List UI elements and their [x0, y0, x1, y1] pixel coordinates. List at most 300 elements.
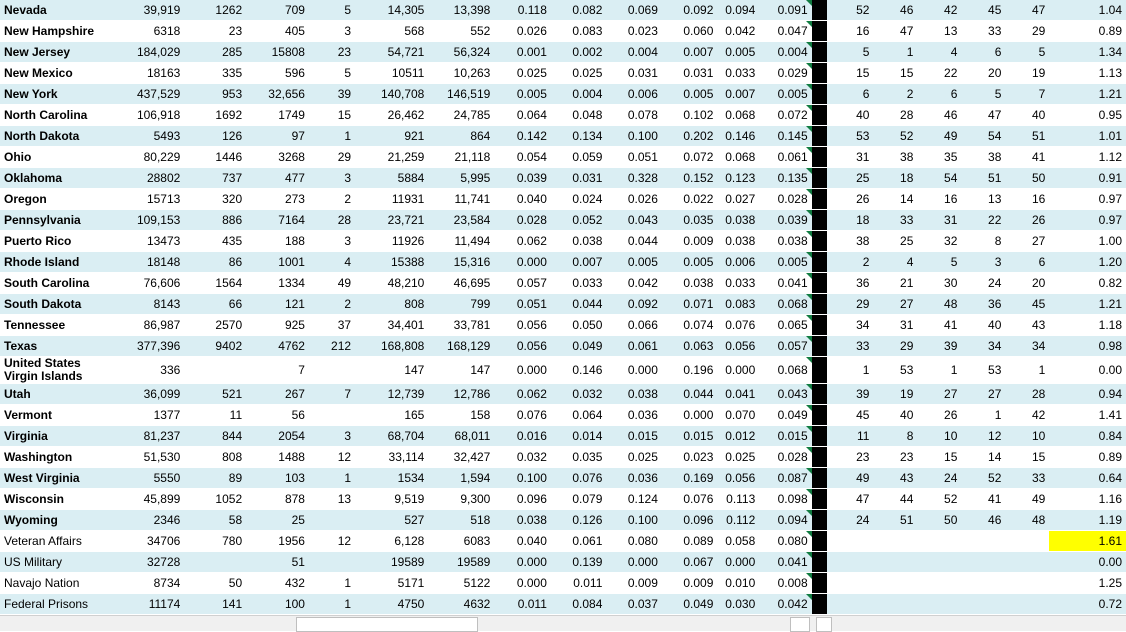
cell-r2[interactable]: 43 — [873, 468, 917, 489]
cell-c3[interactable]: 188 — [246, 231, 309, 252]
cell-c8[interactable]: 0.083 — [551, 21, 607, 42]
cell-c9[interactable]: 0.092 — [606, 294, 662, 315]
cell-c11[interactable]: 0.113 — [717, 489, 759, 510]
cell-r4[interactable]: 22 — [961, 210, 1005, 231]
cell-c2[interactable]: 66 — [184, 294, 246, 315]
cell-c3[interactable]: 3268 — [246, 147, 309, 168]
cell-c9[interactable]: 0.025 — [606, 447, 662, 468]
cell-c6[interactable]: 33,781 — [428, 315, 494, 336]
cell-c5[interactable]: 808 — [355, 294, 428, 315]
cell-r2[interactable]: 53 — [873, 357, 917, 384]
cell-c4[interactable]: 1 — [309, 468, 355, 489]
cell-c1[interactable]: 18148 — [104, 252, 185, 273]
cell-c6[interactable]: 158 — [428, 405, 494, 426]
cell-c2[interactable]: 808 — [184, 447, 246, 468]
cell-c6[interactable]: 10,263 — [428, 63, 494, 84]
cell-c7[interactable]: 0.016 — [494, 426, 551, 447]
cell-c5[interactable]: 23,721 — [355, 210, 428, 231]
cell-c10[interactable]: 0.000 — [662, 405, 718, 426]
table-row[interactable] — [0, 447, 1126, 468]
cell-c6[interactable]: 5122 — [428, 573, 494, 594]
cell-c10[interactable]: 0.038 — [662, 273, 718, 294]
cell-r4[interactable]: 1 — [961, 405, 1005, 426]
row-label[interactable]: New York — [0, 84, 104, 105]
cell-c11[interactable]: 0.056 — [717, 336, 759, 357]
row-label[interactable]: Navajo Nation — [0, 573, 104, 594]
row-label[interactable]: Tennessee — [0, 315, 104, 336]
cell-r4[interactable]: 47 — [961, 105, 1005, 126]
cell-r6[interactable]: 0.97 — [1049, 189, 1126, 210]
cell-c9[interactable]: 0.000 — [606, 552, 662, 573]
cell-c1[interactable]: 5550 — [104, 468, 185, 489]
cell-c6[interactable]: 6083 — [428, 531, 494, 552]
cell-r4[interactable]: 5 — [961, 84, 1005, 105]
cell-c9[interactable]: 0.005 — [606, 252, 662, 273]
cell-r5[interactable] — [1005, 552, 1049, 573]
cell-c8[interactable]: 0.044 — [551, 294, 607, 315]
cell-c6[interactable]: 5,995 — [428, 168, 494, 189]
cell-c6[interactable]: 11,494 — [428, 231, 494, 252]
cell-c6[interactable]: 56,324 — [428, 42, 494, 63]
cell-c2[interactable]: 435 — [184, 231, 246, 252]
row-label[interactable]: South Carolina — [0, 273, 104, 294]
cell-c4[interactable]: 23 — [309, 42, 355, 63]
cell-c7[interactable]: 0.025 — [494, 63, 551, 84]
cell-c6[interactable]: 68,011 — [428, 426, 494, 447]
cell-c5[interactable]: 1534 — [355, 468, 428, 489]
cell-r1[interactable]: 11 — [827, 426, 873, 447]
cell-c7[interactable]: 0.142 — [494, 126, 551, 147]
row-label[interactable]: Oklahoma — [0, 168, 104, 189]
cell-c4[interactable]: 212 — [309, 336, 355, 357]
cell-c8[interactable]: 0.134 — [551, 126, 607, 147]
cell-r6[interactable]: 1.25 — [1049, 573, 1126, 594]
cell-c2[interactable]: 1052 — [184, 489, 246, 510]
cell-r5[interactable] — [1005, 531, 1049, 552]
cell-c5[interactable]: 68,704 — [355, 426, 428, 447]
cell-r5[interactable]: 40 — [1005, 105, 1049, 126]
cell-r4[interactable]: 12 — [961, 426, 1005, 447]
cell-c8[interactable]: 0.032 — [551, 384, 607, 405]
cell-c9[interactable]: 0.036 — [606, 405, 662, 426]
cell-c3[interactable]: 596 — [246, 63, 309, 84]
cell-r6[interactable]: 0.89 — [1049, 21, 1126, 42]
cell-c8[interactable]: 0.146 — [551, 357, 607, 384]
cell-r1[interactable]: 29 — [827, 294, 873, 315]
cell-r4[interactable]: 13 — [961, 189, 1005, 210]
cell-c1[interactable]: 6318 — [104, 21, 185, 42]
cell-r5[interactable]: 19 — [1005, 63, 1049, 84]
cell-c10[interactable]: 0.044 — [662, 384, 718, 405]
cell-r4[interactable]: 33 — [961, 21, 1005, 42]
cell-r3[interactable]: 31 — [917, 210, 961, 231]
cell-c10[interactable]: 0.009 — [662, 573, 718, 594]
cell-r4[interactable]: 52 — [961, 468, 1005, 489]
cell-c5[interactable]: 11931 — [355, 189, 428, 210]
cell-r6[interactable]: 0.64 — [1049, 468, 1126, 489]
cell-c4[interactable]: 13 — [309, 489, 355, 510]
cell-r2[interactable] — [873, 594, 917, 615]
cell-c11[interactable]: 0.058 — [717, 531, 759, 552]
cell-r5[interactable]: 41 — [1005, 147, 1049, 168]
cell-r5[interactable]: 34 — [1005, 336, 1049, 357]
cell-c4[interactable]: 49 — [309, 273, 355, 294]
cell-r1[interactable]: 36 — [827, 273, 873, 294]
cell-r4[interactable]: 24 — [961, 273, 1005, 294]
cell-r1[interactable]: 5 — [827, 42, 873, 63]
cell-c8[interactable]: 0.084 — [551, 594, 607, 615]
cell-c5[interactable]: 15388 — [355, 252, 428, 273]
cell-r3[interactable]: 48 — [917, 294, 961, 315]
cell-c3[interactable]: 878 — [246, 489, 309, 510]
row-label[interactable]: Rhode Island — [0, 252, 104, 273]
cell-r3[interactable]: 4 — [917, 42, 961, 63]
cell-r1[interactable]: 1 — [827, 357, 873, 384]
cell-c8[interactable]: 0.139 — [551, 552, 607, 573]
cell-c7[interactable]: 0.000 — [494, 573, 551, 594]
cell-r1[interactable]: 39 — [827, 384, 873, 405]
cell-c3[interactable]: 1956 — [246, 531, 309, 552]
table-row[interactable] — [0, 189, 1126, 210]
cell-c10[interactable]: 0.005 — [662, 84, 718, 105]
cell-c10[interactable]: 0.049 — [662, 594, 718, 615]
cell-c2[interactable]: 23 — [184, 21, 246, 42]
cell-c2[interactable]: 2570 — [184, 315, 246, 336]
scrollbar-thumb-tertiary[interactable] — [816, 617, 832, 632]
cell-c4[interactable]: 28 — [309, 210, 355, 231]
cell-c9[interactable]: 0.100 — [606, 126, 662, 147]
cell-c7[interactable]: 0.000 — [494, 252, 551, 273]
cell-c1[interactable]: 80,229 — [104, 147, 185, 168]
table-row[interactable] — [0, 489, 1126, 510]
cell-c11[interactable]: 0.000 — [717, 552, 759, 573]
cell-c3[interactable]: 32,656 — [246, 84, 309, 105]
cell-c6[interactable]: 15,316 — [428, 252, 494, 273]
cell-c10[interactable]: 0.202 — [662, 126, 718, 147]
cell-r4[interactable] — [961, 594, 1005, 615]
cell-c10[interactable]: 0.096 — [662, 510, 718, 531]
cell-c12[interactable]: 0.043 — [759, 384, 811, 405]
cell-c11[interactable]: 0.005 — [717, 42, 759, 63]
cell-c2[interactable]: 780 — [184, 531, 246, 552]
cell-c12[interactable]: 0.072 — [759, 105, 811, 126]
cell-c11[interactable]: 0.094 — [717, 0, 759, 21]
cell-r6[interactable]: 1.34 — [1049, 42, 1126, 63]
cell-c1[interactable]: 184,029 — [104, 42, 185, 63]
table-row[interactable] — [0, 252, 1126, 273]
cell-r6[interactable]: 1.13 — [1049, 63, 1126, 84]
cell-c5[interactable]: 21,259 — [355, 147, 428, 168]
cell-c10[interactable]: 0.060 — [662, 21, 718, 42]
cell-c3[interactable]: 267 — [246, 384, 309, 405]
cell-r4[interactable]: 6 — [961, 42, 1005, 63]
cell-r5[interactable]: 1 — [1005, 357, 1049, 384]
scrollbar-thumb[interactable] — [296, 617, 478, 632]
cell-r3[interactable]: 50 — [917, 510, 961, 531]
row-label[interactable]: Washington — [0, 447, 104, 468]
row-label[interactable]: Oregon — [0, 189, 104, 210]
cell-c7[interactable]: 0.026 — [494, 21, 551, 42]
cell-c4[interactable]: 1 — [309, 126, 355, 147]
cell-c1[interactable]: 34706 — [104, 531, 185, 552]
cell-r6[interactable]: 1.19 — [1049, 510, 1126, 531]
table-row[interactable] — [0, 42, 1126, 63]
cell-r2[interactable]: 1 — [873, 42, 917, 63]
cell-c5[interactable]: 9,519 — [355, 489, 428, 510]
cell-r3[interactable]: 39 — [917, 336, 961, 357]
cell-c6[interactable]: 13,398 — [428, 0, 494, 21]
cell-c8[interactable]: 0.007 — [551, 252, 607, 273]
cell-c11[interactable]: 0.123 — [717, 168, 759, 189]
cell-r3[interactable]: 1 — [917, 357, 961, 384]
cell-r6[interactable]: 1.21 — [1049, 84, 1126, 105]
cell-c2[interactable]: 1564 — [184, 273, 246, 294]
cell-c3[interactable]: 121 — [246, 294, 309, 315]
cell-r5[interactable]: 45 — [1005, 294, 1049, 315]
cell-r3[interactable]: 41 — [917, 315, 961, 336]
table-row[interactable] — [0, 573, 1126, 594]
cell-r6[interactable]: 1.21 — [1049, 294, 1126, 315]
cell-c11[interactable]: 0.070 — [717, 405, 759, 426]
table-row[interactable] — [0, 84, 1126, 105]
cell-c3[interactable]: 1334 — [246, 273, 309, 294]
cell-c4[interactable]: 5 — [309, 63, 355, 84]
row-label[interactable]: Texas — [0, 336, 104, 357]
cell-c12[interactable]: 0.049 — [759, 405, 811, 426]
cell-c1[interactable]: 106,918 — [104, 105, 185, 126]
cell-c6[interactable]: 147 — [428, 357, 494, 384]
cell-c2[interactable]: 521 — [184, 384, 246, 405]
cell-c8[interactable]: 0.031 — [551, 168, 607, 189]
cell-c7[interactable]: 0.056 — [494, 336, 551, 357]
table-row[interactable] — [0, 21, 1126, 42]
cell-c10[interactable]: 0.007 — [662, 42, 718, 63]
cell-c11[interactable]: 0.038 — [717, 210, 759, 231]
cell-c4[interactable] — [309, 510, 355, 531]
cell-c2[interactable]: 844 — [184, 426, 246, 447]
cell-c4[interactable]: 2 — [309, 294, 355, 315]
cell-c7[interactable]: 0.057 — [494, 273, 551, 294]
cell-c10[interactable]: 0.089 — [662, 531, 718, 552]
cell-c11[interactable]: 0.042 — [717, 21, 759, 42]
cell-r2[interactable]: 28 — [873, 105, 917, 126]
cell-c1[interactable]: 8734 — [104, 573, 185, 594]
cell-c1[interactable]: 76,606 — [104, 273, 185, 294]
cell-c2[interactable]: 285 — [184, 42, 246, 63]
cell-r5[interactable]: 33 — [1005, 468, 1049, 489]
cell-r1[interactable]: 49 — [827, 468, 873, 489]
cell-r6[interactable]: 1.01 — [1049, 126, 1126, 147]
cell-c5[interactable]: 5171 — [355, 573, 428, 594]
cell-r3[interactable]: 46 — [917, 105, 961, 126]
cell-c12[interactable]: 0.065 — [759, 315, 811, 336]
cell-r1[interactable] — [827, 552, 873, 573]
cell-c7[interactable]: 0.028 — [494, 210, 551, 231]
cell-c3[interactable]: 709 — [246, 0, 309, 21]
row-label[interactable]: Nevada — [0, 0, 104, 21]
scrollbar-track[interactable] — [0, 616, 1126, 631]
cell-c1[interactable]: 18163 — [104, 63, 185, 84]
cell-c5[interactable]: 26,462 — [355, 105, 428, 126]
cell-c9[interactable]: 0.015 — [606, 426, 662, 447]
cell-r4[interactable]: 36 — [961, 294, 1005, 315]
cell-r1[interactable]: 45 — [827, 405, 873, 426]
cell-c9[interactable]: 0.037 — [606, 594, 662, 615]
cell-c11[interactable]: 0.041 — [717, 384, 759, 405]
cell-r4[interactable]: 45 — [961, 0, 1005, 21]
table-row[interactable] — [0, 210, 1126, 231]
cell-r2[interactable]: 46 — [873, 0, 917, 21]
cell-c7[interactable]: 0.040 — [494, 531, 551, 552]
cell-c12[interactable]: 0.098 — [759, 489, 811, 510]
cell-r4[interactable]: 34 — [961, 336, 1005, 357]
table-row[interactable] — [0, 510, 1126, 531]
cell-c11[interactable]: 0.000 — [717, 357, 759, 384]
cell-r1[interactable]: 53 — [827, 126, 873, 147]
cell-c9[interactable]: 0.080 — [606, 531, 662, 552]
cell-c7[interactable]: 0.038 — [494, 510, 551, 531]
cell-c6[interactable]: 32,427 — [428, 447, 494, 468]
cell-c5[interactable]: 5884 — [355, 168, 428, 189]
cell-r6[interactable]: 0.94 — [1049, 384, 1126, 405]
cell-r2[interactable]: 15 — [873, 63, 917, 84]
cell-r4[interactable]: 41 — [961, 489, 1005, 510]
cell-r2[interactable] — [873, 573, 917, 594]
cell-c9[interactable]: 0.000 — [606, 357, 662, 384]
cell-c10[interactable]: 0.196 — [662, 357, 718, 384]
cell-c1[interactable]: 81,237 — [104, 426, 185, 447]
cell-r4[interactable]: 53 — [961, 357, 1005, 384]
cell-c12[interactable]: 0.061 — [759, 147, 811, 168]
cell-c5[interactable]: 11926 — [355, 231, 428, 252]
cell-c6[interactable]: 21,118 — [428, 147, 494, 168]
cell-c6[interactable]: 23,584 — [428, 210, 494, 231]
cell-c5[interactable]: 12,739 — [355, 384, 428, 405]
cell-c6[interactable]: 24,785 — [428, 105, 494, 126]
cell-c11[interactable]: 0.007 — [717, 84, 759, 105]
cell-c8[interactable]: 0.049 — [551, 336, 607, 357]
cell-r4[interactable]: 54 — [961, 126, 1005, 147]
table-row[interactable] — [0, 336, 1126, 357]
cell-r2[interactable]: 25 — [873, 231, 917, 252]
cell-c3[interactable]: 100 — [246, 594, 309, 615]
cell-c9[interactable]: 0.042 — [606, 273, 662, 294]
cell-r2[interactable] — [873, 552, 917, 573]
cell-r5[interactable]: 51 — [1005, 126, 1049, 147]
cell-c6[interactable]: 9,300 — [428, 489, 494, 510]
cell-c9[interactable]: 0.078 — [606, 105, 662, 126]
cell-c10[interactable]: 0.022 — [662, 189, 718, 210]
cell-c6[interactable]: 1,594 — [428, 468, 494, 489]
cell-c6[interactable]: 46,695 — [428, 273, 494, 294]
row-label[interactable]: Utah — [0, 384, 104, 405]
row-label[interactable]: Puerto Rico — [0, 231, 104, 252]
cell-c10[interactable]: 0.071 — [662, 294, 718, 315]
table-row[interactable] — [0, 405, 1126, 426]
cell-r4[interactable]: 51 — [961, 168, 1005, 189]
cell-c5[interactable]: 34,401 — [355, 315, 428, 336]
cell-c1[interactable]: 2346 — [104, 510, 185, 531]
cell-c1[interactable]: 36,099 — [104, 384, 185, 405]
cell-r2[interactable]: 21 — [873, 273, 917, 294]
cell-r3[interactable]: 42 — [917, 0, 961, 21]
cell-c8[interactable]: 0.079 — [551, 489, 607, 510]
cell-c4[interactable]: 4 — [309, 252, 355, 273]
cell-c2[interactable]: 58 — [184, 510, 246, 531]
cell-r1[interactable]: 31 — [827, 147, 873, 168]
cell-c10[interactable]: 0.015 — [662, 426, 718, 447]
cell-r5[interactable]: 29 — [1005, 21, 1049, 42]
cell-c7[interactable]: 0.039 — [494, 168, 551, 189]
cell-r1[interactable]: 6 — [827, 84, 873, 105]
cell-r5[interactable]: 48 — [1005, 510, 1049, 531]
cell-c7[interactable]: 0.051 — [494, 294, 551, 315]
cell-r4[interactable]: 38 — [961, 147, 1005, 168]
cell-c10[interactable]: 0.102 — [662, 105, 718, 126]
cell-c11[interactable]: 0.012 — [717, 426, 759, 447]
cell-c12[interactable]: 0.029 — [759, 63, 811, 84]
cell-c5[interactable]: 19589 — [355, 552, 428, 573]
table-row[interactable] — [0, 63, 1126, 84]
cell-r6-highlighted[interactable]: 1.61 — [1049, 531, 1126, 552]
cell-r1[interactable]: 24 — [827, 510, 873, 531]
cell-r2[interactable]: 23 — [873, 447, 917, 468]
cell-r6[interactable]: 0.97 — [1049, 210, 1126, 231]
cell-c9[interactable]: 0.069 — [606, 0, 662, 21]
cell-c11[interactable]: 0.076 — [717, 315, 759, 336]
cell-r3[interactable]: 30 — [917, 273, 961, 294]
row-label[interactable]: New Hampshire — [0, 21, 104, 42]
cell-r5[interactable]: 28 — [1005, 384, 1049, 405]
cell-r2[interactable]: 52 — [873, 126, 917, 147]
cell-c5[interactable]: 6,128 — [355, 531, 428, 552]
cell-c5[interactable]: 54,721 — [355, 42, 428, 63]
cell-c1[interactable]: 11174 — [104, 594, 185, 615]
cell-c2[interactable]: 11 — [184, 405, 246, 426]
cell-r1[interactable]: 15 — [827, 63, 873, 84]
cell-c12[interactable]: 0.080 — [759, 531, 811, 552]
cell-r1[interactable]: 52 — [827, 0, 873, 21]
cell-r3[interactable] — [917, 594, 961, 615]
cell-c8[interactable]: 0.052 — [551, 210, 607, 231]
cell-r3[interactable]: 52 — [917, 489, 961, 510]
cell-r1[interactable]: 16 — [827, 21, 873, 42]
table-row[interactable] — [0, 231, 1126, 252]
cell-r1[interactable] — [827, 573, 873, 594]
cell-c9[interactable]: 0.043 — [606, 210, 662, 231]
row-label[interactable]: United States Virgin Islands — [0, 357, 104, 384]
cell-r5[interactable]: 26 — [1005, 210, 1049, 231]
cell-c5[interactable]: 33,114 — [355, 447, 428, 468]
cell-c12[interactable]: 0.135 — [759, 168, 811, 189]
table-row[interactable] — [0, 315, 1126, 336]
cell-r2[interactable]: 38 — [873, 147, 917, 168]
cell-c1[interactable]: 15713 — [104, 189, 185, 210]
cell-c10[interactable]: 0.092 — [662, 0, 718, 21]
cell-c1[interactable]: 45,899 — [104, 489, 185, 510]
cell-c12[interactable]: 0.091 — [759, 0, 811, 21]
cell-c10[interactable]: 0.005 — [662, 252, 718, 273]
cell-r5[interactable] — [1005, 594, 1049, 615]
cell-c10[interactable]: 0.169 — [662, 468, 718, 489]
cell-r5[interactable]: 50 — [1005, 168, 1049, 189]
cell-r5[interactable]: 27 — [1005, 231, 1049, 252]
cell-c12[interactable]: 0.039 — [759, 210, 811, 231]
cell-c7[interactable]: 0.005 — [494, 84, 551, 105]
cell-c6[interactable]: 168,129 — [428, 336, 494, 357]
table-row[interactable] — [0, 126, 1126, 147]
cell-r4[interactable]: 8 — [961, 231, 1005, 252]
